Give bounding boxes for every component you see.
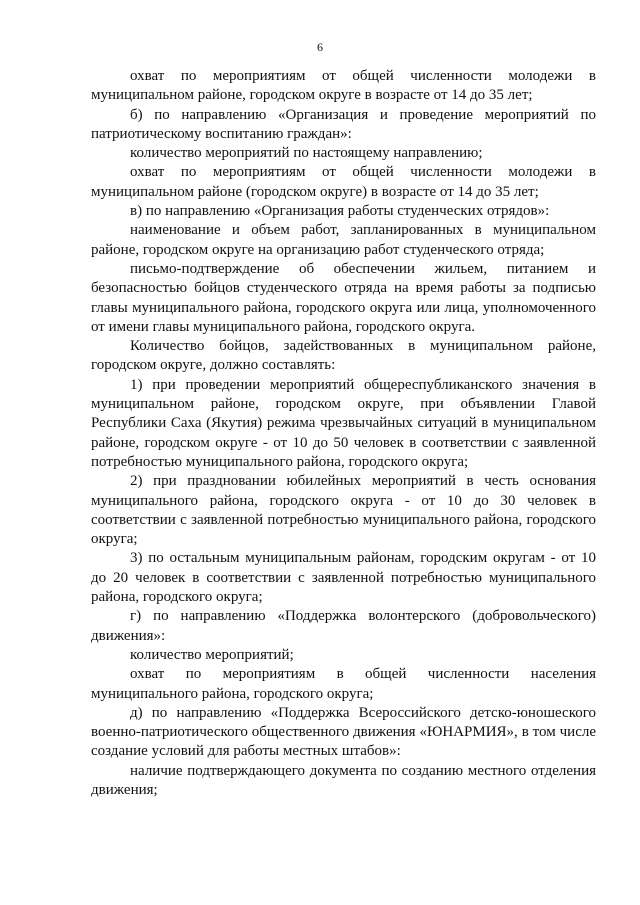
paragraph: 1) при проведении мероприятий общереспубликанского значения в муниципальном районе, городском округе, при объявлении Главой Республики Саха (Якутия) режима чрезвычайных ситуаций в муниципальном районе, городском округе - от 10 до 50 человек в соответствии с заявленной потребностью муниципального района, городского округа; [91, 376, 596, 470]
paragraph: количество мероприятий; [130, 646, 294, 663]
paragraph: охват по мероприятиям в общей численности населения муниципального района, городского округа; [91, 666, 596, 702]
paragraph: охват по мероприятиям от общей численности молодежи в муниципальном районе (городском округе) в возрасте от 14 до 35 лет; [91, 164, 596, 200]
paragraph: д) по направлению «Поддержка Всероссийского детско-юношеского военно-патриотического общественного движения «ЮНАРМИЯ», в том числе создание условий для работы местных штабов»: [91, 704, 596, 760]
paragraph: охват по мероприятиям от общей численности молодежи в муниципальном районе, городском округе в возрасте от 14 до 35 лет; [91, 68, 596, 104]
paragraph: количество мероприятий по настоящему направлению; [130, 145, 483, 162]
paragraph: 2) при праздновании юбилейных мероприятий в честь основания муниципального района, городского округа - от 10 до 30 человек в соответствии с заявленной потребностью муниципального района, городского округа; [91, 473, 596, 548]
paragraph: 3) по остальным муниципальным районам, городским округам - от 10 до 20 человек в соответствии с заявленной потребностью муниципального района, городского округа; [91, 550, 596, 606]
paragraph: Количество бойцов, задействованных в муниципальном районе, городском округе, должно составлять: [91, 338, 596, 374]
paragraph: наименование и объем работ, запланированных в муниципальном районе, городском округе на организацию работ студенческого отряда; [91, 222, 596, 258]
paragraph: г) по направлению «Поддержка волонтерского (добровольческого) движения»: [91, 608, 596, 644]
page-number: 6 [317, 40, 323, 54]
document-body [91, 67, 596, 800]
paragraph: в) по направлению «Организация работы студенческих отрядов»: [130, 203, 550, 220]
paragraph: наличие подтверждающего документа по созданию местного отделения движения; [91, 762, 596, 798]
paragraph: письмо-подтверждение об обеспечении жильем, питанием и безопасностью бойцов студенческого отряда на время работы за подписью главы муниципального района, городского округа или лица, уполномоченного от имени главы муниципального района, городского округа. [91, 260, 596, 335]
paragraph: б) по направлению «Организация и проведение мероприятий по патриотическому воспитанию граждан»: [91, 106, 596, 142]
